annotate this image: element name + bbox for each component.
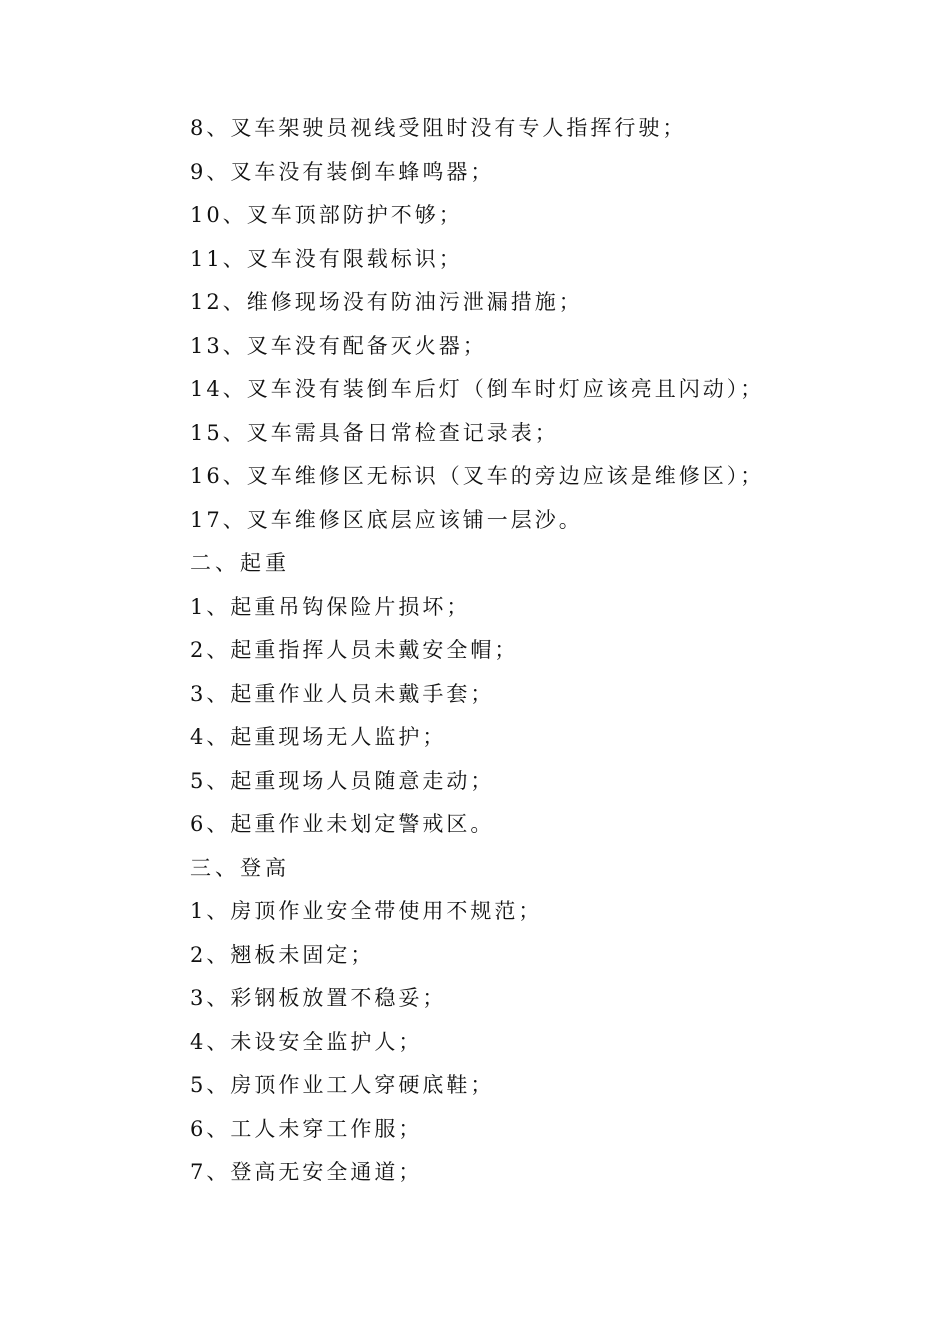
- list-item: 3、起重作业人员未戴手套；: [190, 681, 495, 706]
- list-item: 2、起重指挥人员未戴安全帽；: [190, 638, 519, 662]
- list-item: 17、叉车维修区底层应该铺一层沙。: [190, 507, 583, 532]
- list-item: 5、起重现场人员随意走动；: [190, 768, 495, 793]
- list-item: 12、维修现场没有防油污泄漏措施；: [190, 290, 583, 314]
- list-item: 4、未设安全监护人；: [190, 1029, 423, 1054]
- list-item: 4、起重现场无人监护；: [190, 725, 447, 749]
- list-item: 15、叉车需具备日常检查记录表；: [190, 420, 559, 445]
- document-body: [190, 107, 890, 1195]
- list-item: 14、叉车没有装倒车后灯（倒车时灯应该亮且闪动）；: [190, 377, 765, 401]
- list-item: 13、叉车没有配备灭火器；: [190, 333, 487, 358]
- list-item: 9、叉车没有装倒车蜂鸣器；: [190, 159, 495, 184]
- list-item: 3、彩钢板放置不稳妥；: [190, 986, 447, 1010]
- list-item: 8、叉车架驶员视线受阻时没有专人指挥行驶；: [190, 116, 687, 140]
- list-item: 5、房顶作业工人穿硬底鞋；: [190, 1073, 495, 1097]
- list-item: 2、翘板未固定；: [190, 942, 375, 967]
- list-item: 7、登高无安全通道；: [190, 1160, 423, 1184]
- section-heading: 二、起重: [190, 551, 290, 575]
- list-item: 10、叉车顶部防护不够；: [190, 203, 463, 227]
- list-item: 16、叉车维修区无标识（叉车的旁边应该是维修区）；: [190, 464, 765, 488]
- section-heading: 三、登高: [190, 855, 290, 880]
- list-item: 6、工人未穿工作服；: [190, 1116, 423, 1141]
- list-item: 6、起重作业未划定警戒区。: [190, 812, 495, 836]
- list-item: 1、房顶作业安全带使用不规范；: [190, 899, 543, 923]
- list-item: 1、起重吊钩保险片损坏；: [190, 594, 471, 619]
- list-item: 11、叉车没有限载标识；: [190, 246, 463, 271]
